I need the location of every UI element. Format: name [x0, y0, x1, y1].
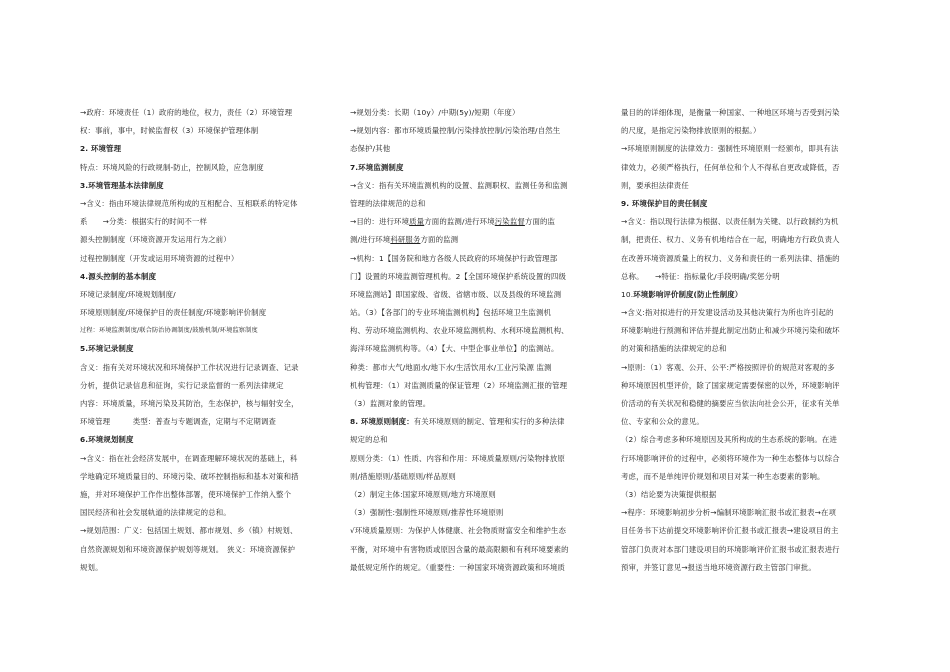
- text-line: 分析，提供记录信息和征询，实行记录监督的一系列法律规定: [80, 380, 284, 390]
- text-line: 原则分类：（1）性质、内容和作用：环境质量原则/污染物排放原: [350, 453, 565, 463]
- text-line: →规划范围：广义：包括国土规划、都市规划、乡（镇）村规划、: [80, 526, 298, 536]
- text-span: 10.: [621, 289, 634, 299]
- text-line: →含义：指在社会经济发展中，在调查理解环境状况的基础上，科: [80, 453, 298, 463]
- text-line: 源头控制制度（环境资源开发运用行为之前）: [80, 235, 231, 245]
- underlined-text: 科研服务: [390, 235, 421, 245]
- text-line: [350, 413, 614, 431]
- text-line: 权：事前，事中，时候监督权（3）环境保护管理体制: [80, 126, 259, 136]
- text-line: →环境原则制度的法律效力：强制性环境原则一经颁布，即具有法: [621, 144, 839, 154]
- text-span: 测/进行环境: [350, 235, 391, 245]
- text-line: 的尺度，是指定污染物排放原则的根据。）: [621, 126, 761, 136]
- text-line: （3）监测对象的管理。: [350, 399, 431, 408]
- section-heading: 3.环境管理基本法律制度: [80, 180, 164, 190]
- text-line: （3）强制性:强制性环境原则/推荐性环境原则: [350, 508, 504, 518]
- text-line: →程序：环境影响初步分析→编制环境影响汇报书或汇报表→在项: [621, 508, 837, 518]
- text-line: 总称。 →特征：指标量化/手段明确/奖惩分明: [621, 271, 780, 281]
- heading-text: 8. 环境原则制度：: [350, 417, 414, 427]
- text-span: 有关环境原则的制定、管理和实行的多种法律: [413, 417, 565, 427]
- text-line: 种环境原因机型评价，除了国家规定需要保密的以外，环境影响评: [621, 380, 840, 390]
- text-line: →规划内容：都市环境质量控制/污染排放控制/污染治理/自然生: [350, 126, 561, 136]
- text-line: 站。（3）【各部门的专业环境监测机构】包括环境卫生监测机: [350, 308, 552, 318]
- text-line: [350, 213, 614, 231]
- column-left: [80, 104, 342, 577]
- text-span: →目的：进行环境: [350, 217, 410, 227]
- text-line: 目任务书下达前提交环境影响评价汇报书或汇报表→建设项目的主: [621, 526, 839, 536]
- text-line: 内容：环境质量，环境污染及其防治，生态保护，核与辐射安全，: [80, 399, 299, 408]
- text-line: （2）综合考虑多种环境原因及其所构成的生态系统的影响。在进: [621, 435, 837, 445]
- text-line: 环境管理 类型：普查与专题调查，定期与不定期调查: [80, 417, 277, 427]
- text-line: 管部门负责对本部门建设项目的环境影响评价汇报书或汇报表进行: [621, 544, 840, 554]
- text-line: 环境监测站】即国家级、省级、省辖市级、以及县级的环境监测: [350, 289, 562, 299]
- text-line: 环境影响进行预测和评估并提此制定出防止和减少环境污染和破坏: [621, 326, 840, 336]
- text-line: 态保护/其他: [350, 144, 391, 154]
- text-line: 环境原则制度/环境保护目的责任制度/环境影响评价制度: [80, 308, 267, 318]
- text-line: （3）结论要为决策提供根据: [621, 489, 717, 499]
- text-line: 含义：指有关对环境状况和环境保护工作状况进行记录调查、记录: [80, 362, 299, 372]
- text-line: 考虑，而不是单纯评价规划和项目对某一种生态要素的影响。: [621, 471, 825, 481]
- text-line: →含义：指有关环境监测机构的设置、监测职权、监测任务和监测: [350, 180, 568, 190]
- text-line: 则，要承担法律责任: [621, 180, 689, 190]
- text-line: 种类：都市大气/地面水/地下水/生活饮用水/工业污染源 监测: [350, 362, 552, 372]
- text-line: 自然资源规划和环境资源保护规划等规划。 狭义：环境资源保护: [80, 544, 295, 554]
- underlined-text: 质量: [409, 217, 425, 227]
- section-heading: 5.环境记录制度: [80, 344, 134, 354]
- text-line: 量目的的详细体现，是衡量一种国家、一种地区环境与否受到污染: [621, 108, 840, 117]
- text-line: √环境质量原则：为保护人体健康、社会物质财富安全和维护生态: [350, 526, 566, 536]
- text-line: 系 →分类：根据实行的时间不一样: [80, 217, 207, 227]
- text-line: 制，把责任、权力、义务有机地结合在一起，明确地方行政负责人: [621, 235, 840, 245]
- section-heading: 4.源头控制的基本制度: [80, 271, 157, 281]
- text-line: →原则：（1）客观、公开、公平:严格按照评价的规范对客观的多: [621, 362, 835, 372]
- section-heading: 2. 环境管理: [80, 144, 122, 154]
- text-line: 管理的法律规范的总和: [350, 198, 426, 208]
- text-line: 学地确定环境质量目的、环境污染、破坏控制指标和基本对策和措: [80, 471, 299, 481]
- text-line: 预审，并签订意见→报送当地环境资源行政主管部门审批。: [621, 562, 816, 572]
- text-line: 则/措施原则/基础原则/样品原则: [350, 471, 456, 481]
- text-line: →机构：1【国务院和地方各级人民政府的环境保护行政管理部: [350, 253, 558, 263]
- text-line: 行环境影响评价的过程中，必须将环境作为一种生态整体与以综合: [621, 453, 840, 463]
- text-line: 国民经济和社会发展轨道的法律规定的总和。: [80, 508, 231, 518]
- text-span: 方面的监测: [420, 235, 459, 245]
- text-line: [350, 231, 614, 249]
- column-middle: [350, 104, 614, 577]
- text-line: →含义：指由环境法律规范所构成的互相配合、互相联系的特定体: [80, 198, 298, 208]
- text-line: →政府：环境责任（1）政府的地位，权力，责任（2）环境管理: [80, 108, 293, 117]
- text-line: 律效力，必须严格执行，任何单位和个人不得私自更改或降低，否: [621, 162, 840, 172]
- column-right: [621, 104, 883, 577]
- text-line: 最低规定所作的规定。（重要性：一种国家环境资源政策和环境质: [350, 562, 565, 572]
- text-line: 门】设置的环境监测管理机构。2【全国环境保护系统设置的四级: [350, 271, 566, 281]
- text-line: 施，并对环境保护工作作出整体部署，使环境保护工作纳入整个: [80, 489, 292, 499]
- text-line: →含义:指对拟进行的开发建设活动及其他决策行为所也许引起的: [621, 308, 834, 318]
- text-line: →规划分类：长期（10y）/中期(5y)/短期（年度）: [350, 108, 520, 117]
- text-line: 在改善环境资源质量上的权力、义务和责任的一系列法律、措施的: [621, 253, 840, 263]
- text-line: 特点：环境风险的行政规制-防止，控制风险，应急制度: [80, 162, 264, 172]
- underlined-text: 污染监督: [494, 217, 525, 227]
- text-line: 规划。: [80, 562, 103, 572]
- text-line: 规定的总和: [350, 435, 388, 445]
- text-line: 的对策和措施的法律规定的总和: [621, 344, 727, 354]
- text-line: 构、劳动环境监测机构、农业环境监测机构、水利环境监测机构、: [350, 326, 569, 336]
- heading-text: 环境影响评价制度(防止性制度）: [633, 289, 743, 299]
- text-line: 价活动的有关状况和稳健的摘要应当依法向社会公开，征求有关单: [621, 399, 840, 408]
- text-line: 过程：环境监测制度/联合防治协调制度/鼓励机制/环境监察制度: [80, 327, 258, 335]
- text-line: →含义：指以现行法律为根据、以责任制为关键、以行政制约为机: [621, 217, 839, 227]
- text-line: （2）制定主体:国家环境原则/地方环境原则: [350, 489, 496, 499]
- section-heading: 9. 环境保护目的责任制度: [621, 198, 708, 208]
- text-line: 海洋环境监测机构等。（4）【大、中型企事业单位】的监测站。: [350, 344, 559, 354]
- text-line: 平衡，对环境中有害物质或原因含量的最高限额和有利环境要素的: [350, 544, 569, 554]
- text-line: 位、专家和公众的意见。: [621, 417, 704, 427]
- text-span: 方面的监: [524, 217, 556, 227]
- text-span: 方面的监测/进行环境: [424, 217, 495, 227]
- text-line: [621, 286, 883, 304]
- text-line: 环境记录制度/环境规划制度/: [80, 289, 176, 299]
- text-line: 过程控制制度（开发或运用环境资源的过程中）: [80, 253, 239, 263]
- section-heading: 7.环境监测制度: [350, 162, 404, 172]
- text-line: 机构管理：（1）对监测质量的保证管理（2）环境监测汇报的管理: [350, 380, 568, 390]
- section-heading: 6.环境规划制度: [80, 435, 134, 445]
